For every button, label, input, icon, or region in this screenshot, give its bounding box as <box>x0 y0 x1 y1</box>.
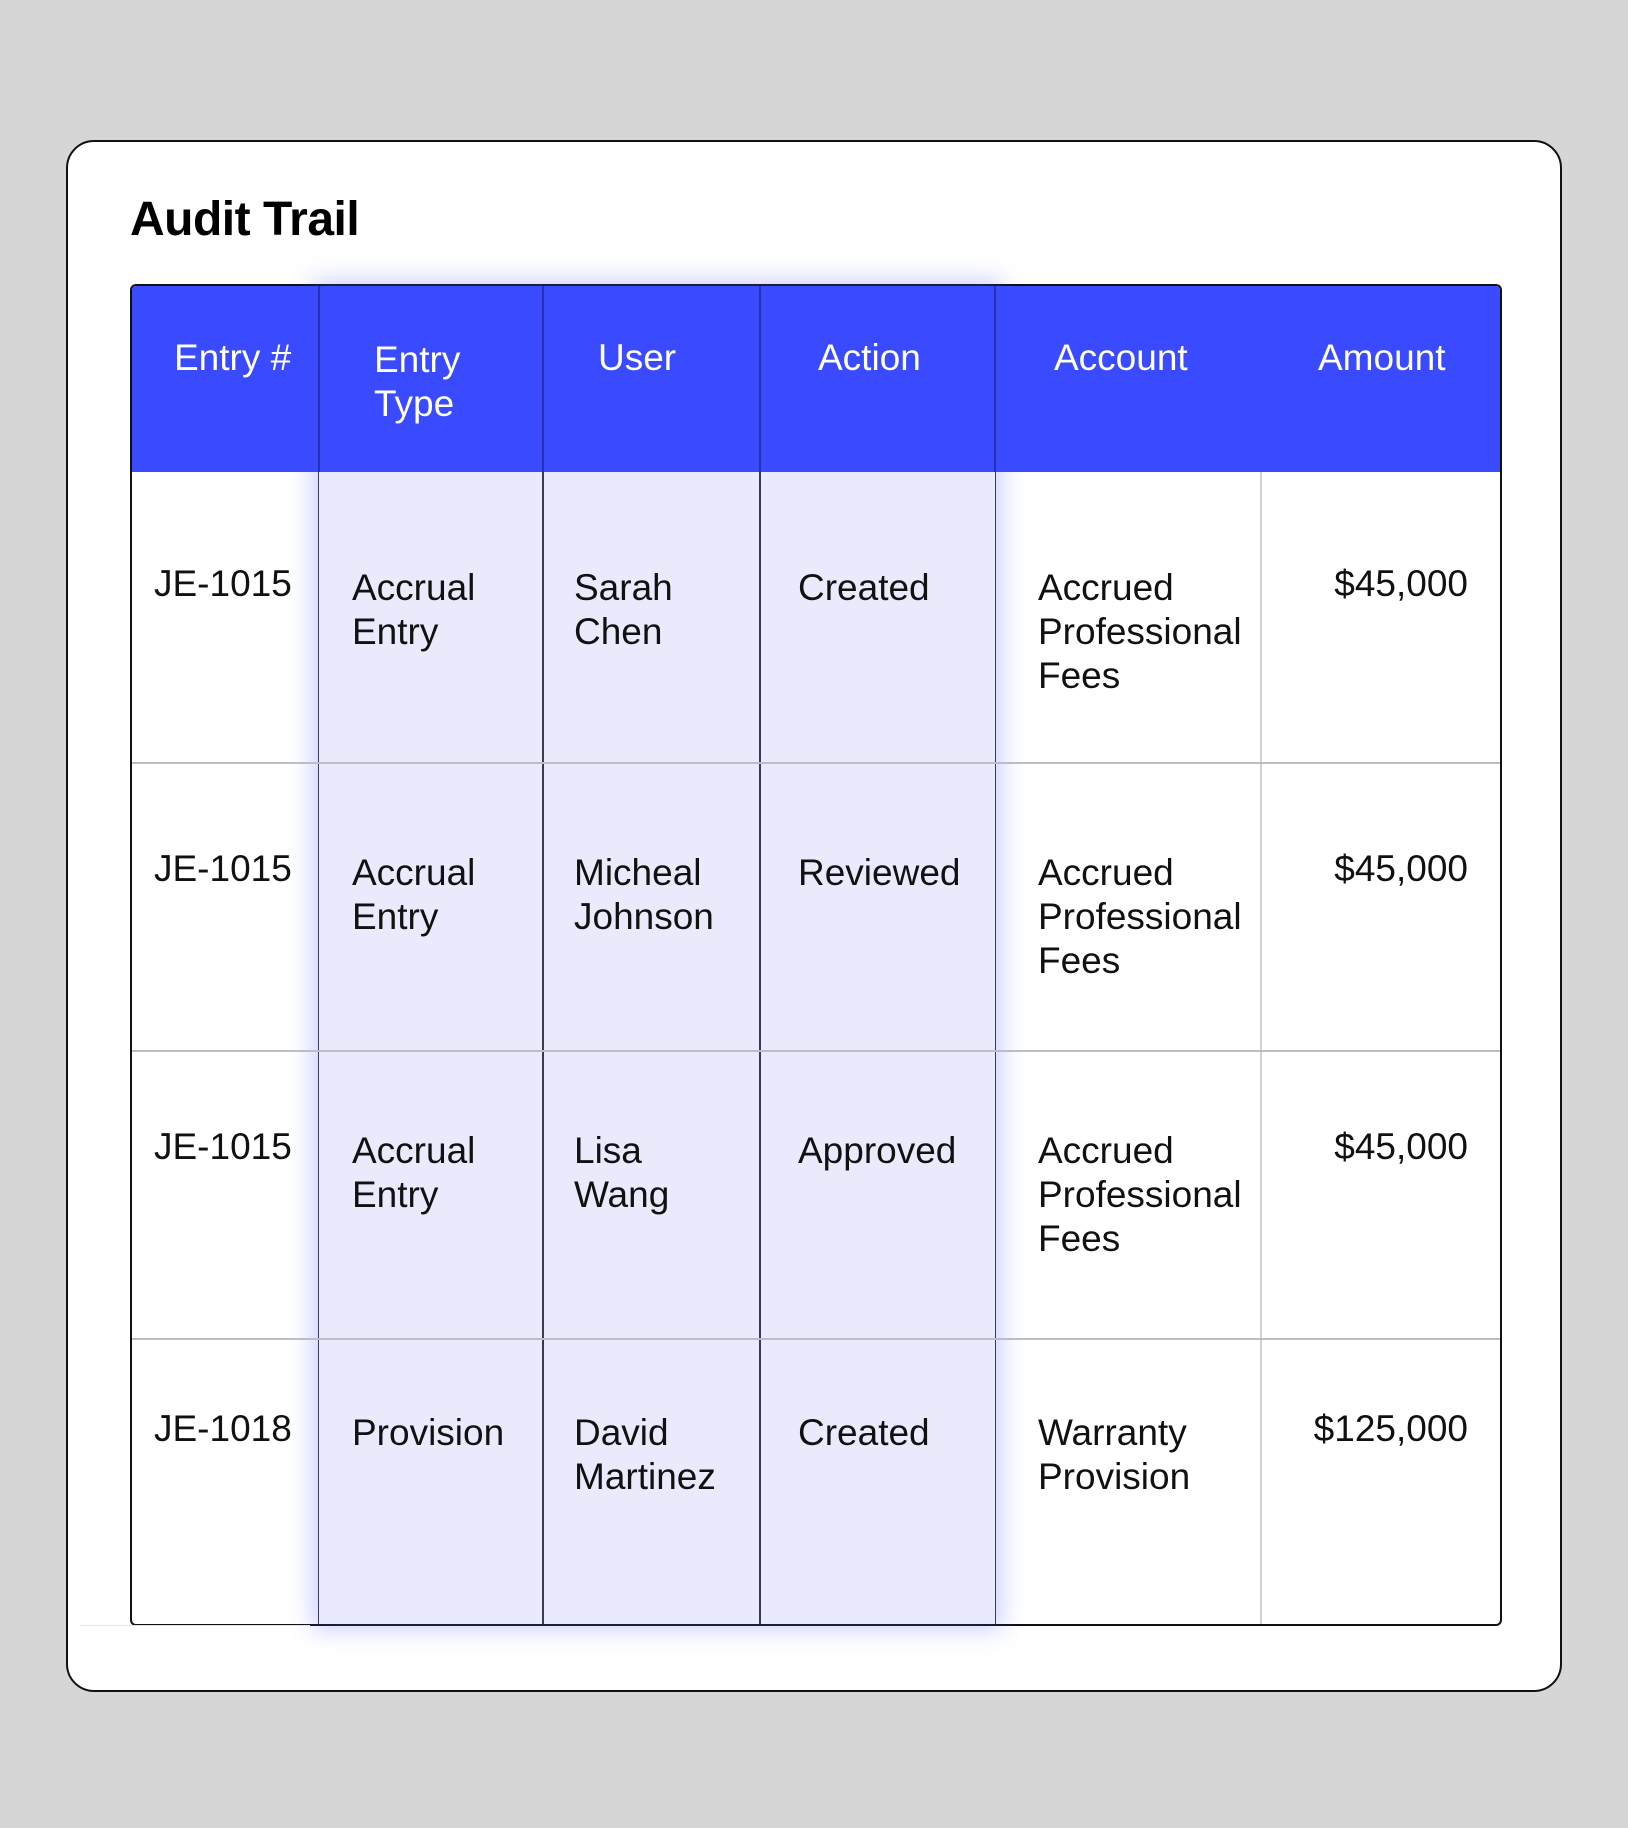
cell-amount: $45,000 <box>1334 848 1468 889</box>
column-header-user[interactable]: User <box>598 337 677 378</box>
table-header <box>132 286 1500 472</box>
page-title: Audit Trail <box>130 193 360 246</box>
cell-amount: $45,000 <box>1334 563 1468 604</box>
column-header-action[interactable]: Action <box>818 337 921 378</box>
cell-account: Accrued Professional Fees <box>1038 567 1242 696</box>
cell-entry: JE-1015 <box>154 563 292 604</box>
cell-user: Micheal Johnson <box>574 852 714 937</box>
table-row[interactable] <box>132 1051 1500 1339</box>
header-divider <box>542 286 544 472</box>
table-row[interactable] <box>132 763 1500 1051</box>
audit-table <box>130 284 1502 1626</box>
cell-entry-type: Accrual Entry <box>352 1130 476 1215</box>
header-divider <box>994 286 996 472</box>
cell-user: David Martinez <box>574 1412 716 1497</box>
table-row[interactable] <box>132 1339 1500 1624</box>
cell-entry: JE-1015 <box>154 848 292 889</box>
cell-account: Accrued Professional Fees <box>1038 852 1242 981</box>
cell-action: Reviewed <box>798 852 961 893</box>
cell-action: Created <box>798 567 930 608</box>
cell-user: Sarah Chen <box>574 567 673 652</box>
cell-amount: $45,000 <box>1334 1126 1468 1167</box>
column-header-account[interactable]: Account <box>1054 337 1188 378</box>
column-header-entry-type[interactable]: Entry Type <box>374 339 461 424</box>
column-header-amount[interactable]: Amount <box>1318 337 1446 378</box>
cell-entry: JE-1015 <box>154 1126 292 1167</box>
decorative-line <box>80 1625 310 1626</box>
header-divider <box>318 286 320 472</box>
cell-entry: JE-1018 <box>154 1408 292 1449</box>
cell-action: Approved <box>798 1130 957 1171</box>
cell-entry-type: Accrual Entry <box>352 567 476 652</box>
cell-account: Accrued Professional Fees <box>1038 1130 1242 1259</box>
cell-action: Created <box>798 1412 930 1453</box>
audit-trail-card <box>66 140 1562 1692</box>
table-row[interactable] <box>132 472 1500 762</box>
cell-entry-type: Provision <box>352 1412 505 1453</box>
cell-account: Warranty Provision <box>1038 1412 1191 1497</box>
cell-user: Lisa Wang <box>574 1130 670 1215</box>
header-divider <box>759 286 761 472</box>
column-header-entry[interactable]: Entry # <box>174 337 292 378</box>
cell-entry-type: Accrual Entry <box>352 852 476 937</box>
cell-amount: $125,000 <box>1313 1408 1468 1449</box>
